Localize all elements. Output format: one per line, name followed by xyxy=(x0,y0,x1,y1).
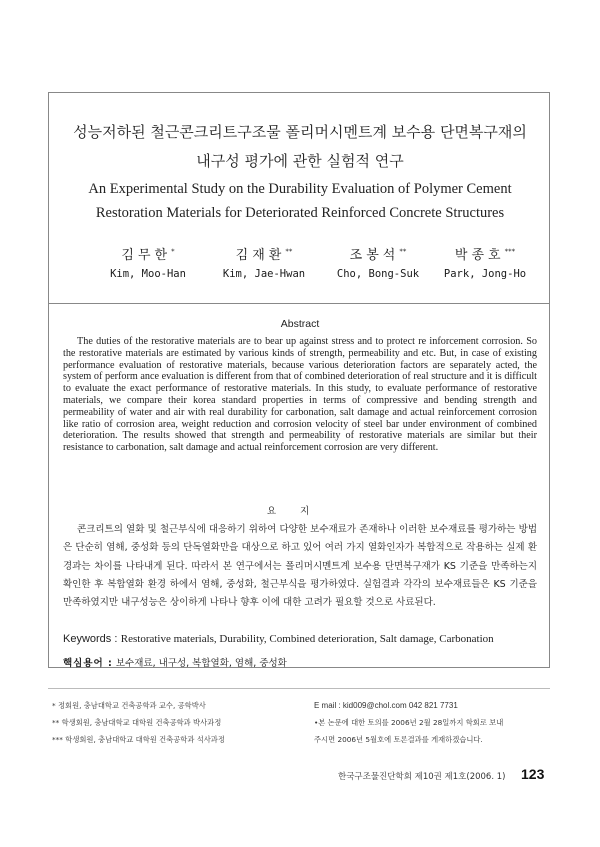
author-names-kr xyxy=(0,244,600,264)
keywords-label: Keywords : xyxy=(63,633,118,645)
footnote: ** 학생회원, 충남대학교 대학원 건축공학과 박사과정 xyxy=(52,718,222,727)
author-kr: 조봉석** xyxy=(349,247,407,263)
keywords-line xyxy=(63,633,543,645)
abstract-body: The duties of the restorative materials are to bear up against stress and to protect re inforcement corrosion. So the restorative materials are estimated by various kinds of strength, permeability and etc. But, in case of existing performance evaluation of restorative materials, because various deterioration factors are separately acted, the system of perform ance evaluation is different from that of combined deterioration of real structure and it is difficult to evaluate the exact performance of restorative materials. In this study, to evaluate performance of restorative materials, we compare their korea standard properties in terms of compressive and bending strength and permeability of water and air with real durability for carbonation, salt damage and actual reinforcement corrosion like ratio of corrosion area, weight reduction and corrosion velocity of steel bar under environment of combined deterioration. The results showed that strength and permeability of restorative materials are similar but their resistance to carbonation, salt damage and actual reinforcement corrosion are very different. xyxy=(63,336,537,454)
title-kr-line1: 성능저하된 철근콘크리트구조물 폴리머시멘트계 보수용 단면복구재의 xyxy=(73,123,527,141)
journal-footer: 한국구조물진단학회 제10권 제1호(2006. 1) xyxy=(338,772,506,782)
author-kr: 김무한* xyxy=(121,247,175,263)
author-names-en xyxy=(0,268,600,288)
author-kr: 박종호*** xyxy=(454,247,516,263)
author-en: Park, Jong-Ho xyxy=(443,268,527,280)
footnote-email: E mail : kid009@chol.com 042 821 7731 xyxy=(314,701,458,710)
yoji-heading: 요지 xyxy=(266,506,334,517)
footnotes-contact xyxy=(314,697,554,748)
yoji-body: 콘크리트의 열화 및 철근부식에 대응하기 위하여 다양한 보수재료가 존재하나 이러한 보수재료를 평가하는 방법은 단순히 염해, 중성화 등의 단독열화만을 대상으로 하고 있어 여러 가지 열화인자가 복합적으로 작용하는 실제 환경과는 차이를 나타내게 된다. 따라서 본 연구에서는 폴리머시멘트계 보수용 단면복구재가 KS 기준을 만족하는지 확인한 후 복합열화 환경 하에서 염해, 중성화, 철근부식을 평가하였다. 실험결과 각각의 보수재료들은 KS 기준을 만족하였지만 내구성능은 상이하게 나타나 향후 이에 대한 고려가 필요할 것으로 사료된다. xyxy=(63,524,537,609)
footnote: 주시면 2006년 5월호에 토론결과를 게재하겠습니다. xyxy=(314,735,483,744)
page-number: 123 xyxy=(521,766,545,782)
abstract-heading: Abstract xyxy=(280,318,320,330)
author-en: Kim, Jae-Hwan xyxy=(222,268,306,280)
title-en-line1: An Experimental Study on the Durability Evaluation of Polymer Cement xyxy=(88,181,512,197)
keywords-kr-label: 핵심용어 : xyxy=(63,658,113,669)
footnote: *** 학생회원, 충남대학교 대학원 건축공학과 석사과정 xyxy=(52,735,225,744)
author-en: Cho, Bong-Suk xyxy=(336,268,420,280)
footnotes-affiliations xyxy=(52,697,302,748)
keywords-kr-line xyxy=(63,655,543,669)
keywords-value: Restorative materials, Durability, Combined deterioration, Salt damage, Carbonation xyxy=(120,633,494,645)
author-en: Kim, Moo-Han xyxy=(110,268,186,280)
footnote: •본 논문에 대한 토의를 2006년 2월 28일까지 학회로 보내 xyxy=(314,718,504,727)
keywords-kr-value: 보수재료, 내구성, 복합열화, 염해, 중성화 xyxy=(115,658,287,669)
footnote: * 정회원, 충남대학교 건축공학과 교수, 공학박사 xyxy=(52,701,206,710)
author-kr: 김재환** xyxy=(235,247,293,263)
section-divider xyxy=(48,303,550,304)
title-kr-line2: 내구성 평가에 관한 실험적 연구 xyxy=(196,152,404,170)
title-en-line2: Restoration Materials for Deteriorated Reinforced Concrete Structures xyxy=(95,205,505,221)
footnote-divider xyxy=(48,688,550,689)
